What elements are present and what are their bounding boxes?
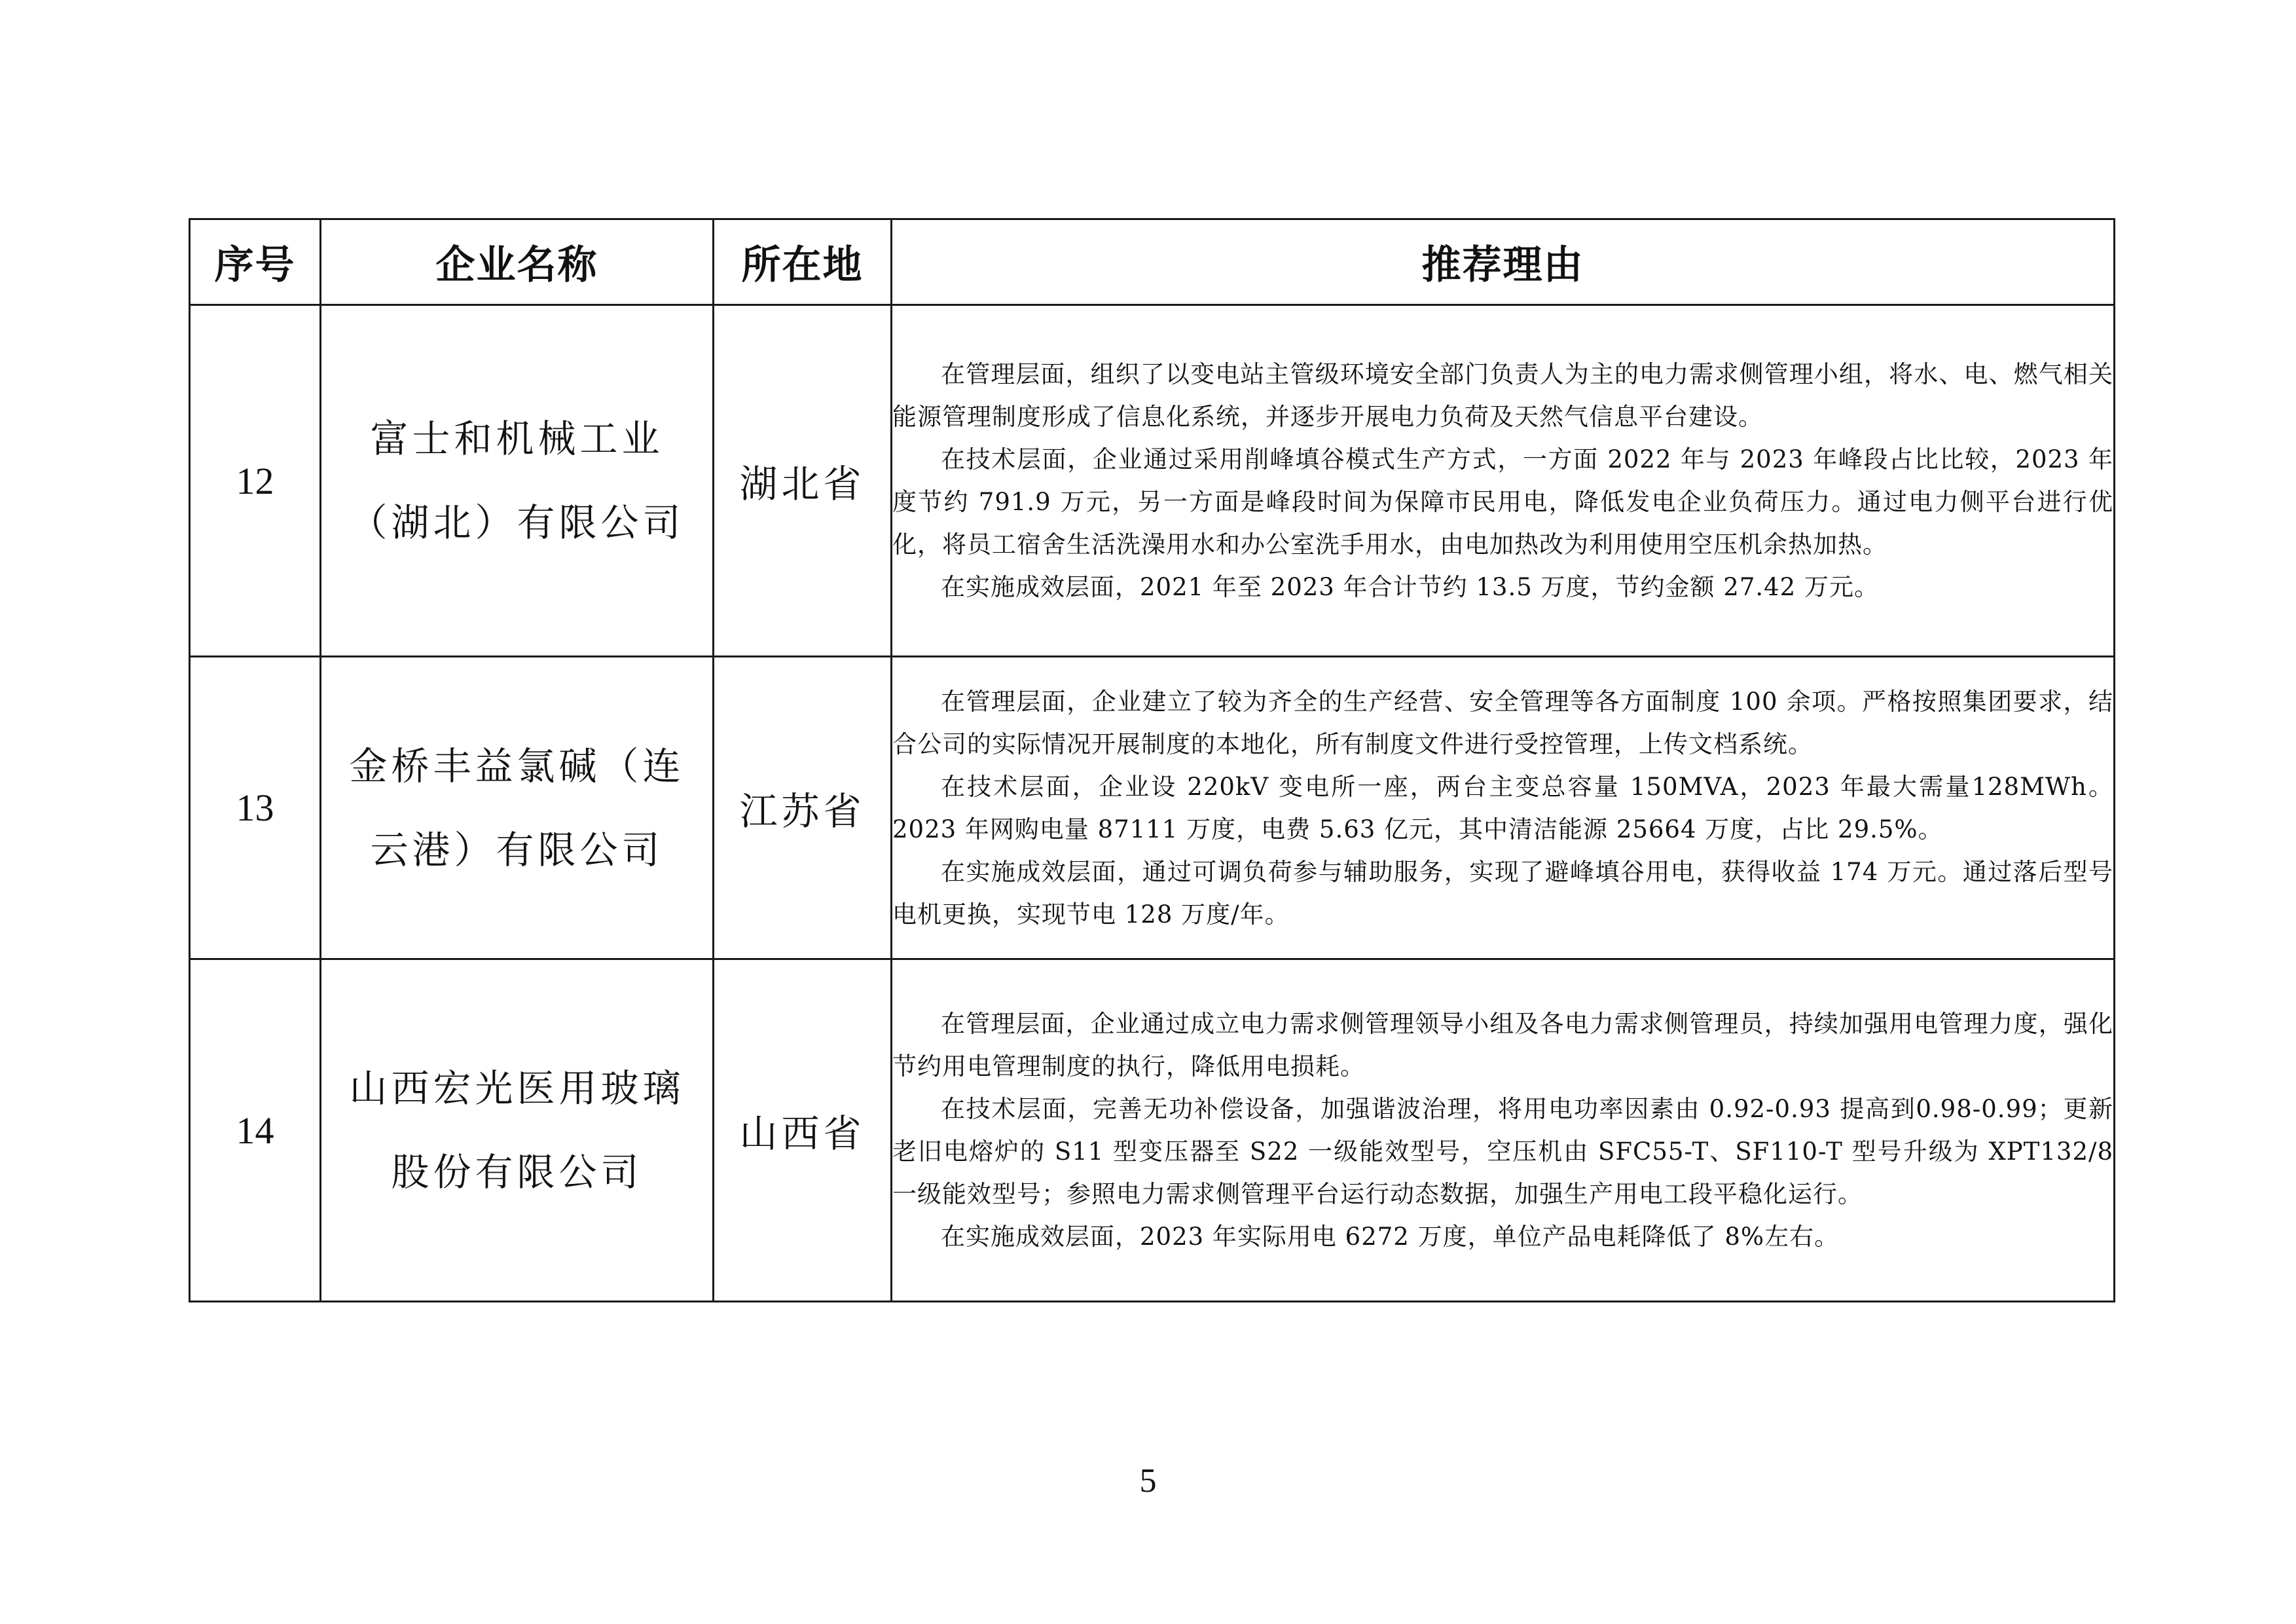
reason-paragraph: 在技术层面，企业通过采用削峰填谷模式生产方式，一方面 2022 年与 2023 年峰段占比比较，2023 年度节约 791.9 万元，另一方面是峰段时间为保障市民用电，降低发电企业负荷压力。通过电力侧平台进行优化，将员工宿舍生活洗澡用水和办公室洗手用水，由电加热改为利用使用空压机余热加热。 xyxy=(892,445,2113,559)
reason-paragraph: 在实施成效层面，2021 年至 2023 年合计节约 13.5 万度，节约金额 27.42 万元。 xyxy=(941,573,1879,601)
header-location: 所在地 xyxy=(714,219,892,305)
company-name xyxy=(321,959,714,1302)
recommendation-table xyxy=(189,218,2115,1302)
location: 山西省 xyxy=(714,959,892,1302)
page-number: 5 xyxy=(1139,1462,1157,1500)
company-name-line: 股份有限公司 xyxy=(391,1150,643,1194)
row-index: 14 xyxy=(190,959,321,1302)
reason xyxy=(892,305,2115,657)
company-name xyxy=(321,657,714,959)
location: 江苏省 xyxy=(714,657,892,959)
reason xyxy=(892,959,2115,1302)
reason-paragraph: 在管理层面，企业建立了较为齐全的生产经营、安全管理等各方面制度 100 余项。严格按照集团要求，结合公司的实际情况开展制度的本地化，所有制度文件进行受控管理，上传文档系统。 xyxy=(892,687,2113,758)
reason-paragraph: 在技术层面，企业设 220kV 变电所一座，两台主变总容量 150MVA，2023 年最大需量128MWh。2023 年网购电量 87111 万度，电费 5.63 亿元，其中清洁能源 25664 万度，占比 29.5%。 xyxy=(892,772,2113,843)
row-index: 12 xyxy=(190,305,321,657)
company-name-line: 富士和机械工业 xyxy=(370,416,664,461)
company-name-line: 山西宏光医用玻璃 xyxy=(349,1066,685,1111)
company-name xyxy=(321,305,714,657)
header-company-name: 企业名称 xyxy=(321,219,714,305)
reason-paragraph: 在管理层面，企业通过成立电力需求侧管理领导小组及各电力需求侧管理员，持续加强用电管理力度，强化节约用电管理制度的执行，降低用电损耗。 xyxy=(892,1010,2113,1080)
reason-paragraph: 在实施成效层面，2023 年实际用电 6272 万度，单位产品电耗降低了 8%左右。 xyxy=(941,1223,1840,1251)
company-name-line: （湖北）有限公司 xyxy=(349,500,685,545)
row-index: 13 xyxy=(190,657,321,959)
header-index: 序号 xyxy=(190,219,321,305)
table-row xyxy=(190,959,2115,1302)
table-row xyxy=(190,305,2115,657)
header-row xyxy=(190,219,2115,305)
location: 湖北省 xyxy=(714,305,892,657)
table-body xyxy=(190,305,2115,1302)
reason-paragraph: 在实施成效层面，通过可调负荷参与辅助服务，实现了避峰填谷用电，获得收益 174 万元。通过落后型号电机更换，实现节电 128 万度/年。 xyxy=(892,857,2113,929)
reason xyxy=(892,657,2115,959)
table-header xyxy=(190,219,2115,305)
reason-paragraph: 在管理层面，组织了以变电站主管级环境安全部门负责人为主的电力需求侧管理小组，将水、电、燃气相关能源管理制度形成了信息化系统，并逐步开展电力负荷及天然气信息平台建设。 xyxy=(892,360,2113,431)
company-name-line: 金桥丰益氯碱（连 xyxy=(349,743,685,788)
table-row xyxy=(190,657,2115,959)
company-name-line: 云港）有限公司 xyxy=(370,827,664,872)
reason-paragraph: 在技术层面，完善无功补偿设备，加强谐波治理，将用电功率因素由 0.92-0.93 提高到0.98-0.99；更新老旧电熔炉的 S11 型变压器至 S22 一级能效型号，空压机由 SFC55-T、SF110-T 型号升级为 XPT132/8 一级能效型号；参照电力需求侧管理平台运行动态数据，加强生产用电工段平稳化运行。 xyxy=(892,1095,2113,1208)
header-reason: 推荐理由 xyxy=(892,219,2115,305)
